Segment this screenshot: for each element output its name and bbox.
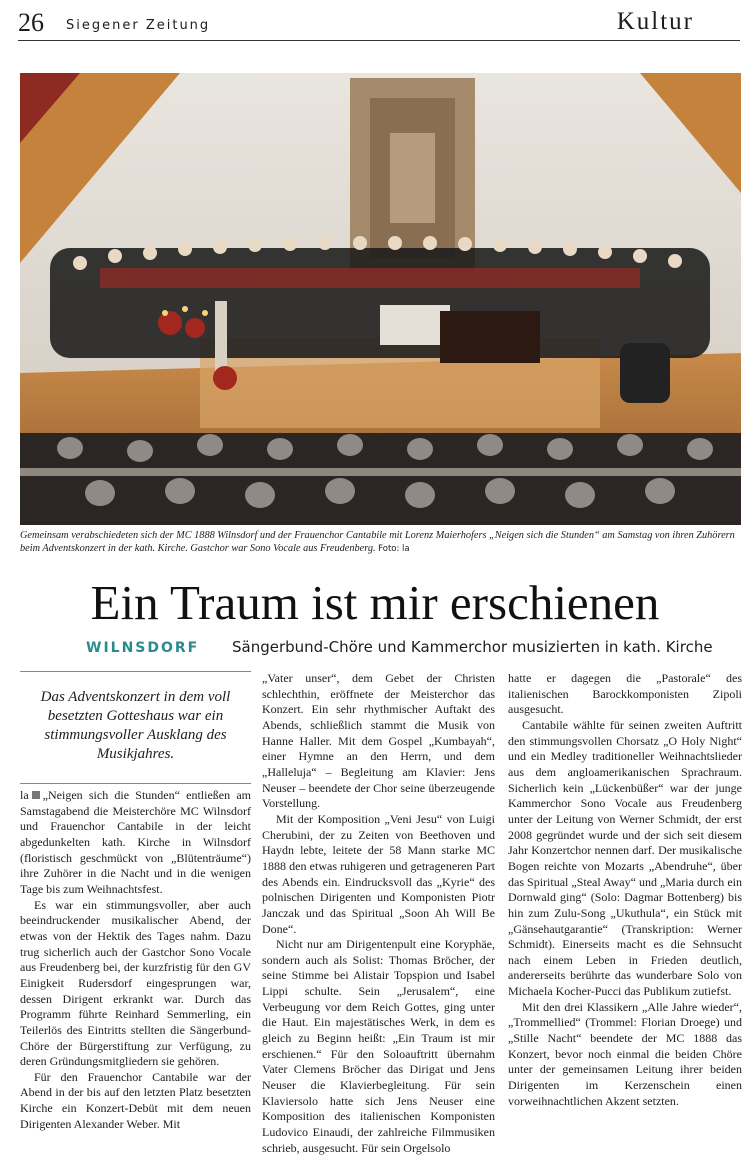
newspaper-name: Siegener Zeitung bbox=[66, 18, 211, 33]
paragraph: Mit der Komposition „Veni Jesu“ von Luigi Cherubini, der zu Zeiten von Beethoven und Haydn lebte, leitete der 58 Mann starke MC 1888 den etwas ruhigeren und getrageneren Part des Abends ein. Eindrucksvoll das „Kyrie“ des polnischen Dirigenten und Komponisten Piotr Janczak und das Spiritual „Soon Ah Will Be Done“. bbox=[262, 811, 495, 936]
page-number: 26 bbox=[18, 8, 44, 37]
article-column-1 bbox=[20, 788, 251, 1132]
paragraph: Es war ein stimmungsvoller, aber auch beeindruckender musikalischer Abend, der etwas von der Hektik des Tages nahm. Dazu trug sicherlich auch der Gastchor Sono Vocale aus Freudenberg bei, der kurzfristig für den GV Einigkeit Rudersdorf eingesprungen war, dessen Dirigent erkrankt war. Durch das Programm führte Reinhard Semmerling, ein Teilerlös des Eintritts stellten die Sängerbund-Chöre der Bürgerstiftung zur Verfügung, zu deren Gründungsmitgliedern sie gehören. bbox=[20, 897, 251, 1069]
photo-credit: Foto: la bbox=[378, 544, 410, 554]
church-choir-illustration bbox=[20, 73, 741, 525]
paragraph: Nicht nur am Dirigentenpult eine Koryphäe, sondern auch als Solist: Thomas Bröcher, der seine Stimme bei Alistair Topspion und Isabel Lippi schulte. Sein „Jerusalem“, eine Verbeugung vor dem Reich Gottes, ging unter die Haut. Ein majestätisches Werk, in dem es gleich zu Beginn heißt: „Ein Traum ist mir erschienen.“ Für den Soloauftritt übernahm Vater Clemens Bröcher das Dirigat und Jens Neuser die Klavierbegleitung. Für sein Klaviersolo hatte sich Jens Neuser eine Komposition des italienischen Komponisten Ludovico Einaudi, der zahlreiche Filmmusiken schrieb, ausgesucht. Für sein Orgelsolo bbox=[262, 937, 495, 1155]
author-square-icon bbox=[32, 791, 40, 799]
article-column-2 bbox=[262, 671, 495, 1156]
intro-bottom-rule bbox=[20, 783, 251, 784]
paragraph: „Vater unser“, dem Gebet der Christen schlechthin, eröffnete der Meisterchor das Konzert. Ein sehr rhythmischer Auftakt des Abends, schließlich stammt die Musik von Hanne Haller. Mit dem Gospel „Kumbayah“, einer Hymne an den Herrn, und dem „Halleluja“ – Begleitung am Klavier: Jens Neuser – beendete der Chor seine überzeugende Vorstellung. bbox=[262, 671, 495, 811]
paragraph: hatte er dagegen die „Pastorale“ des italienischen Barockkomponisten Zipoli ausgesucht. bbox=[508, 671, 742, 717]
paragraph: Mit den drei Klassikern „Alle Jahre wieder“, „Trommellied“ (Trommel: Florian Droege) und „Stille Nacht“ beendete der MC 1888 das Konzert, bevor noch einmal die beiden Chöre unter der gemeinsamen Leitung ihrer beiden Dirigenten im Kerzenschein einen vorweihnachtlichen Akzent setzten. bbox=[508, 999, 742, 1108]
headline: Ein Traum ist mir erschienen bbox=[90, 575, 660, 630]
caption-text: Gemeinsam verabschiedeten sich der MC 1888 Wilnsdorf und der Frauenchor Cantabile mit Lorenz Maierhofers „Neigen sich die Stunden“ am Samstag von ihren Zuhörern beim Adventskonzert in der kath. Kirche. Gastchor war Sono Vocale aus Freudenberg. bbox=[20, 530, 735, 554]
page-header bbox=[18, 6, 740, 41]
paragraph: Cantabile wählte für seinen zweiten Auftritt den stimmungsvollen Chorsatz „O Holy Night“ und ein Medley traditioneller Weihnachtslieder aus dem angloamerikanischen Sprachraum. Sicherlich kein „Lückenbüßer“ war der junge Kammerchor Sono Vocale aus Freudenberg unter der Leitung von Werner Schmidt, der erst 2008 gegründet wurde und der sich seit diesem Jahr Konzertchor nennen darf. Der musikalische Bogen reichte von Mozarts „Abendruhe“, über das Spiritual „Steal Away“ und „Maria durch ein Dornwald ging“ (Solo: Dagmar Bottenberg) bis hin zum Zulu-Song „Ukuthula“, ein Stück mit „Gänsehautgarantie“ (Transkription: Werner Schmidt). Einerseits macht es die Sehnsucht nach einem Leben in Frieden deutlich, andererseits berührte das wunderbare Solo von Michaela Kocher-Pucci das Publikum zutiefst. bbox=[508, 717, 742, 999]
paragraph: la „Neigen sich die Stunden“ entließen am Samstagabend die Meisterchöre MC Wilnsdorf und Frauenchor Cantabile in der leicht abgedunkelten kath. Kirche in Wilnsdorf (floristisch geschmückt von „Blütenträume“) ihre Zuhörer in die Nacht und in die wenigen Tage bis zum Weihnachtsfest. bbox=[20, 788, 251, 896]
subheadline: Sängerbund-Chöre und Kammerchor musizierten in kath. Kirche bbox=[232, 638, 713, 656]
concert-photo bbox=[20, 73, 741, 525]
paragraph: Für den Frauenchor Cantabile war der Abend in der bis auf den letzten Platz besetzten Kirche ein Konzert-Debüt mit dem neuen Dirigenten Alexander Weber. Mit bbox=[20, 1069, 251, 1131]
intro-top-rule bbox=[20, 671, 251, 672]
section-name: Kultur bbox=[616, 8, 694, 35]
kicker: WILNSDORF bbox=[86, 640, 200, 656]
article-column-3 bbox=[508, 671, 742, 1109]
author-short: la bbox=[20, 788, 29, 802]
photo-caption bbox=[20, 529, 742, 556]
intro-teaser: Das Adventskonzert in dem voll besetzten Gotteshaus war ein stimmungsvoller Ausklang des Musikjahres. bbox=[40, 689, 231, 762]
